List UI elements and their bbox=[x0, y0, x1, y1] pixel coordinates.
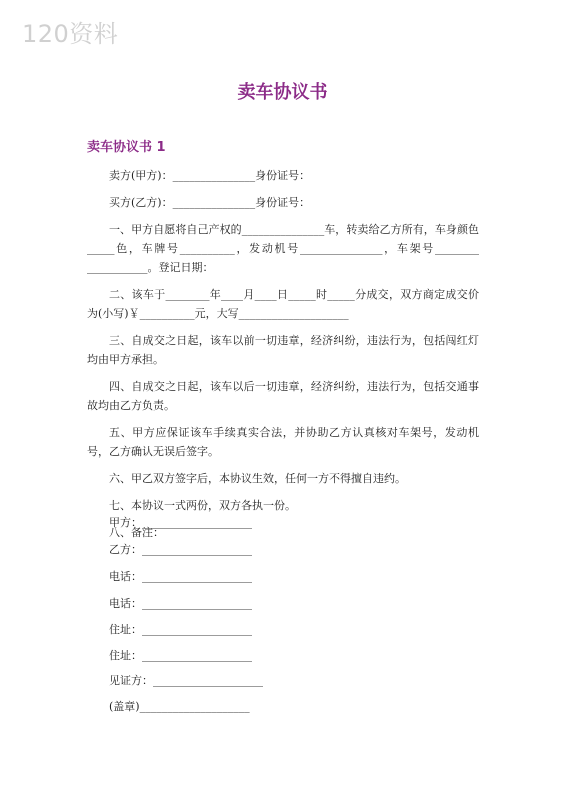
party-a-signature: 甲方：____________________ bbox=[109, 516, 252, 529]
address-line-1: 住址：____________________ bbox=[109, 623, 252, 636]
party-b-signature: 乙方：____________________ bbox=[109, 543, 252, 556]
watermark: 120资料 bbox=[22, 20, 119, 48]
clause-5: 五、甲方应保证该车手续真实合法，并协助乙方认真核对车架号，发动机号，乙方确认无误后签字。 bbox=[87, 426, 479, 458]
agreement-body bbox=[87, 166, 479, 550]
seller-line: 卖方(甲方)：_______________身份证号： bbox=[109, 169, 311, 182]
clause-1: 一、甲方自愿将自己产权的_______________车，转卖给乙方所有，车身颜色_____色，车牌号__________，发动机号_______________，车架号________ ___________。登记日期： bbox=[87, 223, 479, 274]
seal-line: (盖章)____________________ bbox=[109, 700, 250, 713]
document-title: 卖车协议书 bbox=[237, 82, 328, 103]
address-line-2: 住址：____________________ bbox=[109, 649, 252, 662]
section-title: 卖车协议书 1 bbox=[87, 140, 166, 155]
witness-line: 见证方：____________________ bbox=[109, 674, 263, 687]
clause-4: 四、自成交之日起，该车以后一切违章，经济纠纷，违法行为，包括交通事故均由乙方负责。 bbox=[87, 380, 479, 412]
phone-line-1: 电话：____________________ bbox=[109, 570, 252, 583]
phone-line-2: 电话：____________________ bbox=[109, 597, 252, 610]
clause-6: 六、甲乙双方签字后，本协议生效，任何一方不得擅自违约。 bbox=[109, 472, 406, 485]
clause-3: 三、自成交之日起，该车以前一切违章，经济纠纷，违法行为，包括闯红灯均由甲方承担。 bbox=[87, 334, 479, 366]
clause-8-remarks: 八、备注： bbox=[109, 526, 164, 539]
clause-7: 七、本协议一式两份，双方各执一份。 bbox=[109, 499, 296, 512]
clause-2: 二、该车于________年____月____日_____时_____分成交，双方商定成交价为(小写)￥__________元，大写____________________ bbox=[87, 288, 479, 320]
buyer-line: 买方(乙方)：_______________身份证号： bbox=[109, 196, 311, 209]
